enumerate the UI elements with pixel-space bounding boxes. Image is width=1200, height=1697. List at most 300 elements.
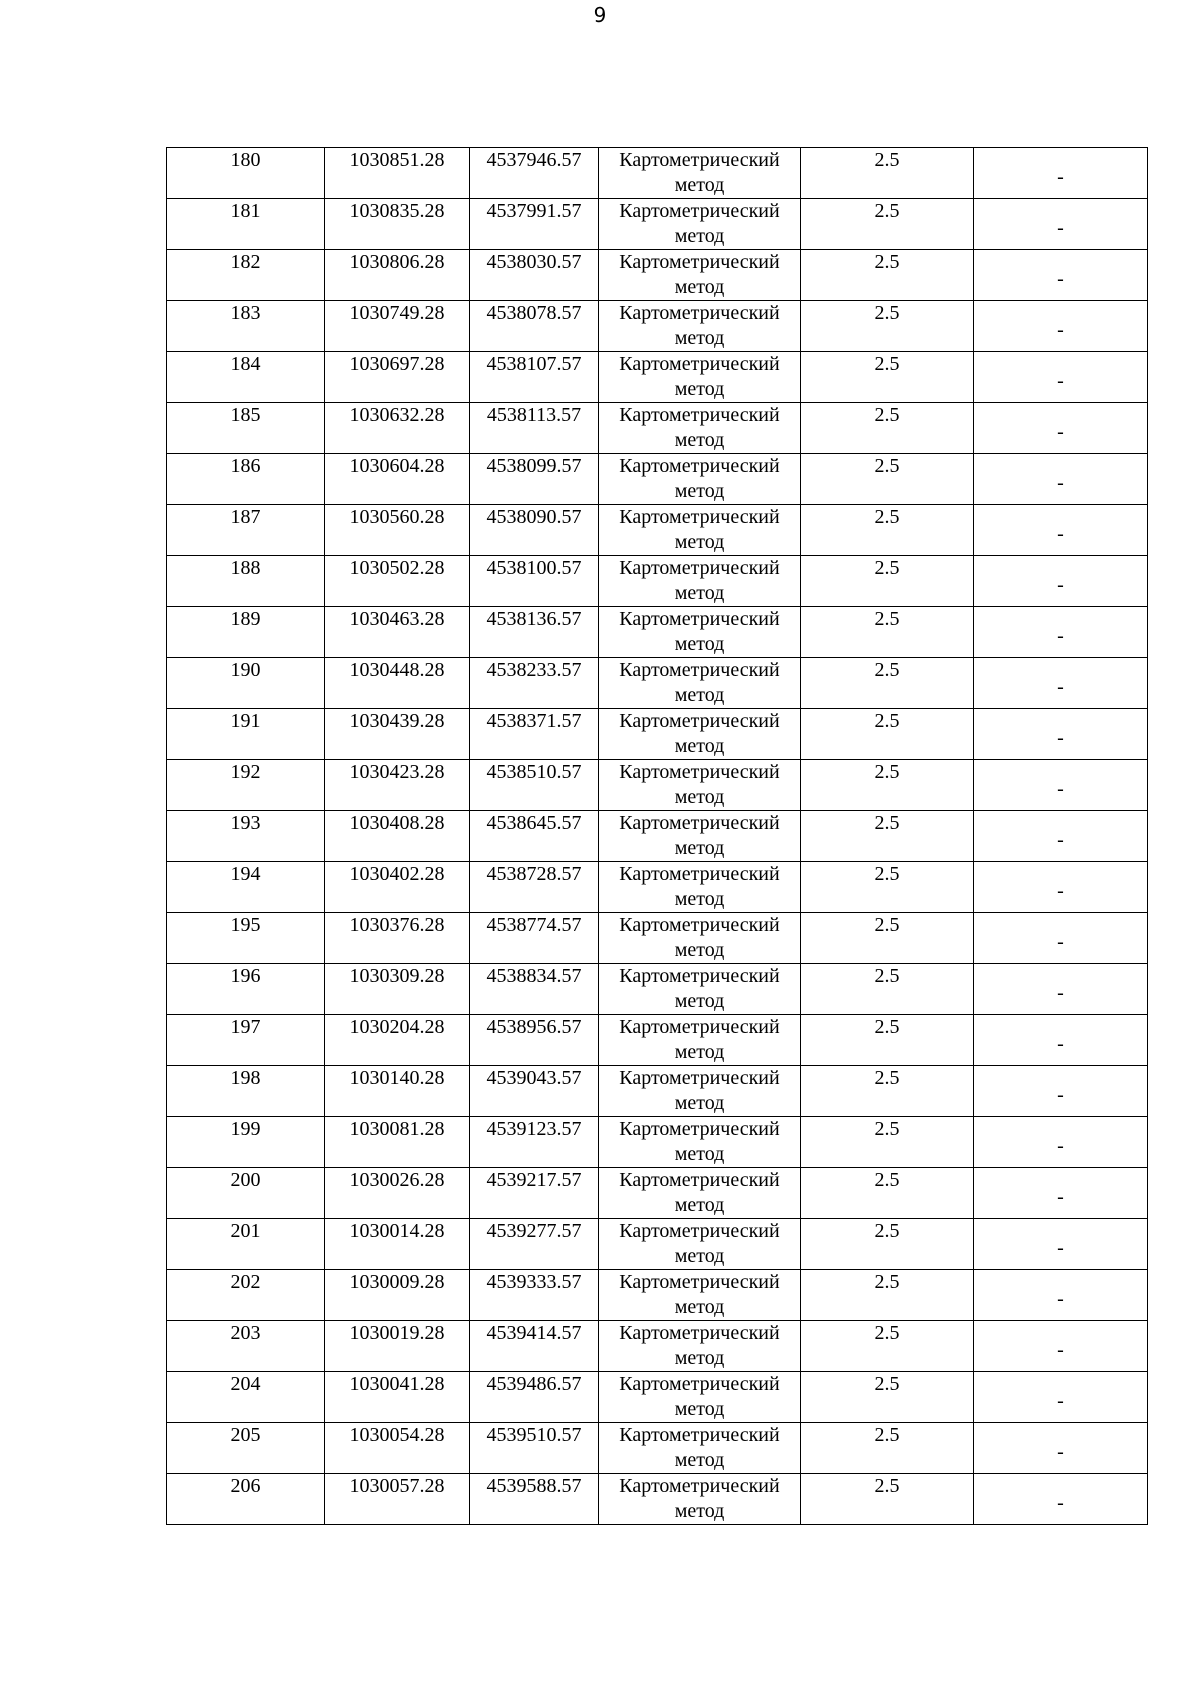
- y-coordinate-cell: [470, 1474, 599, 1525]
- note-cell: [974, 1015, 1148, 1066]
- x-coordinate-cell-text: 1030604.28: [349, 455, 445, 477]
- note-cell: [974, 658, 1148, 709]
- page-number: 9: [593, 3, 607, 27]
- note-text: -: [1057, 879, 1064, 902]
- accuracy-cell-text: 2.5: [874, 965, 900, 987]
- table-row: [167, 862, 1148, 913]
- method-line-2: метод: [674, 480, 725, 502]
- method-cell: [599, 1168, 801, 1219]
- point-number-cell: [167, 199, 325, 250]
- method-line-2: метод: [674, 1500, 725, 1522]
- x-coordinate-cell: [325, 913, 470, 964]
- note-text: -: [1057, 420, 1064, 443]
- y-coordinate-cell: [470, 1168, 599, 1219]
- accuracy-cell: [801, 913, 974, 964]
- method-line-2: метод: [674, 1245, 725, 1267]
- method-cell: [599, 403, 801, 454]
- table-row: [167, 709, 1148, 760]
- x-coordinate-cell: [325, 862, 470, 913]
- x-coordinate-cell: [325, 709, 470, 760]
- table-row: [167, 913, 1148, 964]
- accuracy-cell: [801, 1117, 974, 1168]
- x-coordinate-cell: [325, 1168, 470, 1219]
- note-text: -: [1057, 318, 1064, 341]
- x-coordinate-cell-text: 1030835.28: [349, 200, 445, 222]
- accuracy-cell-text: 2.5: [874, 1067, 900, 1089]
- note-text: -: [1057, 1338, 1064, 1361]
- accuracy-cell-text: 2.5: [874, 914, 900, 936]
- note-cell: [974, 760, 1148, 811]
- point-number-cell: [167, 250, 325, 301]
- method-line-2: метод: [674, 174, 725, 196]
- method-cell: [599, 607, 801, 658]
- point-number-cell: [167, 1168, 325, 1219]
- method-cell: [599, 658, 801, 709]
- y-coordinate-cell-text: 4538956.57: [486, 1016, 582, 1038]
- note-text: -: [1057, 471, 1064, 494]
- x-coordinate-cell-text: 1030408.28: [349, 812, 445, 834]
- x-coordinate-cell: [325, 1372, 470, 1423]
- accuracy-cell: [801, 454, 974, 505]
- y-coordinate-cell: [470, 1219, 599, 1270]
- x-coordinate-cell-text: 1030402.28: [349, 863, 445, 885]
- note-cell: [974, 1066, 1148, 1117]
- method-line-2: метод: [674, 633, 725, 655]
- method-line-2: метод: [674, 582, 725, 604]
- accuracy-cell: [801, 1066, 974, 1117]
- x-coordinate-cell-text: 1030632.28: [349, 404, 445, 426]
- method-cell: [599, 1423, 801, 1474]
- note-text: -: [1057, 675, 1064, 698]
- accuracy-cell-text: 2.5: [874, 1373, 900, 1395]
- x-coordinate-cell: [325, 1066, 470, 1117]
- x-coordinate-cell-text: 1030806.28: [349, 251, 445, 273]
- accuracy-cell: [801, 607, 974, 658]
- x-coordinate-cell: [325, 760, 470, 811]
- method-line-1: Картометрический: [619, 608, 780, 630]
- method-line-2: метод: [674, 684, 725, 706]
- y-coordinate-cell-text: 4538113.57: [486, 404, 582, 426]
- x-coordinate-cell: [325, 556, 470, 607]
- table-row: [167, 148, 1148, 199]
- note-cell: [974, 403, 1148, 454]
- accuracy-cell-text: 2.5: [874, 302, 900, 324]
- method-line-2: метод: [674, 786, 725, 808]
- point-number-cell-text: 191: [230, 710, 261, 732]
- y-coordinate-cell-text: 4538136.57: [486, 608, 582, 630]
- point-number-cell-text: 192: [230, 761, 261, 783]
- point-number-cell-text: 203: [230, 1322, 261, 1344]
- method-line-1: Картометрический: [619, 506, 780, 528]
- y-coordinate-cell: [470, 1321, 599, 1372]
- method-line-1: Картометрический: [619, 1475, 780, 1497]
- x-coordinate-cell-text: 1030502.28: [349, 557, 445, 579]
- method-line-1: Картометрический: [619, 710, 780, 732]
- note-cell: [974, 148, 1148, 199]
- method-line-2: метод: [674, 1041, 725, 1063]
- y-coordinate-cell: [470, 1372, 599, 1423]
- x-coordinate-cell: [325, 964, 470, 1015]
- note-cell: [974, 556, 1148, 607]
- y-coordinate-cell: [470, 964, 599, 1015]
- y-coordinate-cell-text: 4539217.57: [486, 1169, 582, 1191]
- method-line-1: Картометрический: [619, 404, 780, 426]
- y-coordinate-cell-text: 4539043.57: [486, 1067, 582, 1089]
- x-coordinate-cell-text: 1030019.28: [349, 1322, 445, 1344]
- note-cell: [974, 709, 1148, 760]
- y-coordinate-cell-text: 4538645.57: [486, 812, 582, 834]
- table-row: [167, 301, 1148, 352]
- method-line-1: Картометрический: [619, 965, 780, 987]
- x-coordinate-cell-text: 1030376.28: [349, 914, 445, 936]
- table-row: [167, 658, 1148, 709]
- method-line-2: метод: [674, 1296, 725, 1318]
- note-text: -: [1057, 1032, 1064, 1055]
- method-line-1: Картометрический: [619, 1373, 780, 1395]
- point-number-cell: [167, 811, 325, 862]
- point-number-cell: [167, 964, 325, 1015]
- note-cell: [974, 811, 1148, 862]
- point-number-cell-text: 188: [230, 557, 261, 579]
- method-line-1: Картометрический: [619, 1424, 780, 1446]
- table-row: [167, 607, 1148, 658]
- x-coordinate-cell-text: 1030309.28: [349, 965, 445, 987]
- point-number-cell: [167, 556, 325, 607]
- note-text: -: [1057, 1185, 1064, 1208]
- note-text: -: [1057, 216, 1064, 239]
- y-coordinate-cell: [470, 658, 599, 709]
- method-line-1: Картометрический: [619, 1322, 780, 1344]
- point-number-cell-text: 193: [230, 812, 261, 834]
- accuracy-cell: [801, 1321, 974, 1372]
- accuracy-cell: [801, 811, 974, 862]
- x-coordinate-cell: [325, 811, 470, 862]
- accuracy-cell-text: 2.5: [874, 149, 900, 171]
- y-coordinate-cell: [470, 556, 599, 607]
- method-cell: [599, 1321, 801, 1372]
- method-line-2: метод: [674, 531, 725, 553]
- x-coordinate-cell: [325, 199, 470, 250]
- x-coordinate-cell: [325, 505, 470, 556]
- method-cell: [599, 1372, 801, 1423]
- table-row: [167, 1474, 1148, 1525]
- table-row: [167, 352, 1148, 403]
- method-cell: [599, 199, 801, 250]
- x-coordinate-cell: [325, 1474, 470, 1525]
- x-coordinate-cell: [325, 1321, 470, 1372]
- method-line-1: Картометрический: [619, 557, 780, 579]
- y-coordinate-cell: [470, 760, 599, 811]
- note-text: -: [1057, 1083, 1064, 1106]
- table-row: [167, 1066, 1148, 1117]
- x-coordinate-cell-text: 1030749.28: [349, 302, 445, 324]
- method-cell: [599, 811, 801, 862]
- y-coordinate-cell: [470, 811, 599, 862]
- point-number-cell: [167, 760, 325, 811]
- point-number-cell: [167, 1423, 325, 1474]
- method-line-1: Картометрический: [619, 353, 780, 375]
- point-number-cell: [167, 607, 325, 658]
- accuracy-cell: [801, 403, 974, 454]
- point-number-cell-text: 196: [230, 965, 261, 987]
- point-number-cell: [167, 862, 325, 913]
- method-line-1: Картометрический: [619, 200, 780, 222]
- accuracy-cell-text: 2.5: [874, 1475, 900, 1497]
- y-coordinate-cell: [470, 1423, 599, 1474]
- method-line-2: метод: [674, 735, 725, 757]
- point-number-cell-text: 198: [230, 1067, 261, 1089]
- x-coordinate-cell-text: 1030560.28: [349, 506, 445, 528]
- method-line-2: метод: [674, 327, 725, 349]
- point-number-cell-text: 185: [230, 404, 261, 426]
- note-cell: [974, 250, 1148, 301]
- accuracy-cell-text: 2.5: [874, 353, 900, 375]
- accuracy-cell-text: 2.5: [874, 506, 900, 528]
- note-text: -: [1057, 1440, 1064, 1463]
- method-line-1: Картометрический: [619, 455, 780, 477]
- method-line-2: метод: [674, 939, 725, 961]
- table-row: [167, 250, 1148, 301]
- y-coordinate-cell: [470, 1117, 599, 1168]
- accuracy-cell-text: 2.5: [874, 812, 900, 834]
- method-line-2: метод: [674, 225, 725, 247]
- note-cell: [974, 607, 1148, 658]
- y-coordinate-cell: [470, 148, 599, 199]
- method-line-2: метод: [674, 276, 725, 298]
- accuracy-cell-text: 2.5: [874, 710, 900, 732]
- note-text: -: [1057, 624, 1064, 647]
- method-line-1: Картометрический: [619, 1169, 780, 1191]
- method-cell: [599, 964, 801, 1015]
- x-coordinate-cell-text: 1030448.28: [349, 659, 445, 681]
- x-coordinate-cell-text: 1030140.28: [349, 1067, 445, 1089]
- y-coordinate-cell: [470, 1015, 599, 1066]
- note-text: -: [1057, 777, 1064, 800]
- coordinates-table-body: [167, 148, 1148, 1525]
- table-row: [167, 1321, 1148, 1372]
- x-coordinate-cell: [325, 1219, 470, 1270]
- accuracy-cell-text: 2.5: [874, 1220, 900, 1242]
- x-coordinate-cell: [325, 250, 470, 301]
- method-cell: [599, 1219, 801, 1270]
- point-number-cell-text: 205: [230, 1424, 261, 1446]
- method-line-1: Картометрический: [619, 1118, 780, 1140]
- point-number-cell: [167, 1321, 325, 1372]
- point-number-cell: [167, 505, 325, 556]
- y-coordinate-cell-text: 4539123.57: [486, 1118, 582, 1140]
- point-number-cell-text: 186: [230, 455, 261, 477]
- method-cell: [599, 709, 801, 760]
- method-line-1: Картометрический: [619, 1271, 780, 1293]
- method-line-1: Картометрический: [619, 812, 780, 834]
- method-line-2: метод: [674, 429, 725, 451]
- y-coordinate-cell: [470, 199, 599, 250]
- method-line-1: Картометрический: [619, 761, 780, 783]
- table-row: [167, 1117, 1148, 1168]
- method-cell: [599, 1270, 801, 1321]
- method-cell: [599, 556, 801, 607]
- x-coordinate-cell: [325, 454, 470, 505]
- x-coordinate-cell: [325, 1423, 470, 1474]
- note-text: -: [1057, 981, 1064, 1004]
- method-line-1: Картометрический: [619, 914, 780, 936]
- point-number-cell-text: 202: [230, 1271, 261, 1293]
- method-line-1: Картометрический: [619, 1220, 780, 1242]
- accuracy-cell: [801, 1219, 974, 1270]
- note-cell: [974, 1474, 1148, 1525]
- accuracy-cell-text: 2.5: [874, 251, 900, 273]
- coordinates-table: [166, 147, 1148, 1525]
- method-cell: [599, 1474, 801, 1525]
- method-line-2: метод: [674, 837, 725, 859]
- point-number-cell-text: 181: [230, 200, 261, 222]
- note-text: -: [1057, 1287, 1064, 1310]
- y-coordinate-cell-text: 4538078.57: [486, 302, 582, 324]
- accuracy-cell: [801, 760, 974, 811]
- accuracy-cell: [801, 658, 974, 709]
- method-line-2: метод: [674, 1143, 725, 1165]
- point-number-cell-text: 197: [230, 1016, 261, 1038]
- x-coordinate-cell-text: 1030009.28: [349, 1271, 445, 1293]
- y-coordinate-cell-text: 4538100.57: [486, 557, 582, 579]
- y-coordinate-cell-text: 4539486.57: [486, 1373, 582, 1395]
- note-text: -: [1057, 522, 1064, 545]
- note-cell: [974, 862, 1148, 913]
- note-text: -: [1057, 930, 1064, 953]
- x-coordinate-cell-text: 1030041.28: [349, 1373, 445, 1395]
- method-line-1: Картометрический: [619, 251, 780, 273]
- point-number-cell-text: 184: [230, 353, 261, 375]
- point-number-cell: [167, 1372, 325, 1423]
- x-coordinate-cell: [325, 1270, 470, 1321]
- accuracy-cell-text: 2.5: [874, 1118, 900, 1140]
- note-cell: [974, 964, 1148, 1015]
- y-coordinate-cell-text: 4538371.57: [486, 710, 582, 732]
- y-coordinate-cell: [470, 1066, 599, 1117]
- x-coordinate-cell: [325, 607, 470, 658]
- accuracy-cell-text: 2.5: [874, 200, 900, 222]
- point-number-cell-text: 200: [230, 1169, 261, 1191]
- accuracy-cell: [801, 148, 974, 199]
- accuracy-cell: [801, 352, 974, 403]
- method-cell: [599, 862, 801, 913]
- accuracy-cell: [801, 301, 974, 352]
- point-number-cell-text: 204: [230, 1373, 261, 1395]
- method-line-1: Картометрический: [619, 863, 780, 885]
- method-cell: [599, 1015, 801, 1066]
- method-cell: [599, 352, 801, 403]
- point-number-cell: [167, 1066, 325, 1117]
- method-cell: [599, 505, 801, 556]
- x-coordinate-cell: [325, 1015, 470, 1066]
- table-row: [167, 199, 1148, 250]
- method-line-2: метод: [674, 378, 725, 400]
- method-cell: [599, 760, 801, 811]
- point-number-cell: [167, 352, 325, 403]
- point-number-cell-text: 195: [230, 914, 261, 936]
- table-row: [167, 964, 1148, 1015]
- x-coordinate-cell-text: 1030081.28: [349, 1118, 445, 1140]
- method-cell: [599, 301, 801, 352]
- table-row: [167, 811, 1148, 862]
- table-row: [167, 1423, 1148, 1474]
- table-row: [167, 403, 1148, 454]
- y-coordinate-cell: [470, 352, 599, 403]
- y-coordinate-cell: [470, 454, 599, 505]
- note-text: -: [1057, 165, 1064, 188]
- method-line-2: метод: [674, 1398, 725, 1420]
- point-number-cell: [167, 454, 325, 505]
- y-coordinate-cell: [470, 403, 599, 454]
- accuracy-cell: [801, 1270, 974, 1321]
- note-cell: [974, 1168, 1148, 1219]
- point-number-cell: [167, 658, 325, 709]
- y-coordinate-cell-text: 4538834.57: [486, 965, 582, 987]
- note-cell: [974, 1270, 1148, 1321]
- point-number-cell: [167, 148, 325, 199]
- accuracy-cell: [801, 250, 974, 301]
- method-line-1: Картометрический: [619, 302, 780, 324]
- note-text: -: [1057, 267, 1064, 290]
- accuracy-cell: [801, 1372, 974, 1423]
- x-coordinate-cell-text: 1030697.28: [349, 353, 445, 375]
- note-text: -: [1057, 1491, 1064, 1514]
- note-cell: [974, 1219, 1148, 1270]
- y-coordinate-cell: [470, 913, 599, 964]
- method-cell: [599, 1117, 801, 1168]
- y-coordinate-cell: [470, 1270, 599, 1321]
- point-number-cell-text: 201: [230, 1220, 261, 1242]
- note-text: -: [1057, 1134, 1064, 1157]
- table-row: [167, 1219, 1148, 1270]
- x-coordinate-cell-text: 1030439.28: [349, 710, 445, 732]
- y-coordinate-cell: [470, 301, 599, 352]
- note-cell: [974, 1321, 1148, 1372]
- point-number-cell: [167, 1117, 325, 1168]
- y-coordinate-cell-text: 4538728.57: [486, 863, 582, 885]
- y-coordinate-cell: [470, 862, 599, 913]
- y-coordinate-cell-text: 4538510.57: [486, 761, 582, 783]
- table-row: [167, 1168, 1148, 1219]
- accuracy-cell: [801, 1015, 974, 1066]
- accuracy-cell-text: 2.5: [874, 1424, 900, 1446]
- x-coordinate-cell-text: 1030057.28: [349, 1475, 445, 1497]
- note-text: -: [1057, 573, 1064, 596]
- x-coordinate-cell-text: 1030026.28: [349, 1169, 445, 1191]
- accuracy-cell-text: 2.5: [874, 455, 900, 477]
- accuracy-cell: [801, 862, 974, 913]
- method-cell: [599, 148, 801, 199]
- point-number-cell-text: 183: [230, 302, 261, 324]
- x-coordinate-cell: [325, 148, 470, 199]
- method-line-2: метод: [674, 1347, 725, 1369]
- point-number-cell-text: 187: [230, 506, 261, 528]
- y-coordinate-cell: [470, 607, 599, 658]
- point-number-cell-text: 182: [230, 251, 261, 273]
- point-number-cell: [167, 403, 325, 454]
- x-coordinate-cell: [325, 403, 470, 454]
- note-text: -: [1057, 1389, 1064, 1412]
- point-number-cell-text: 194: [230, 863, 261, 885]
- accuracy-cell-text: 2.5: [874, 608, 900, 630]
- accuracy-cell: [801, 709, 974, 760]
- method-line-2: метод: [674, 1194, 725, 1216]
- y-coordinate-cell-text: 4539510.57: [486, 1424, 582, 1446]
- accuracy-cell-text: 2.5: [874, 659, 900, 681]
- note-cell: [974, 199, 1148, 250]
- table-row: [167, 556, 1148, 607]
- accuracy-cell: [801, 199, 974, 250]
